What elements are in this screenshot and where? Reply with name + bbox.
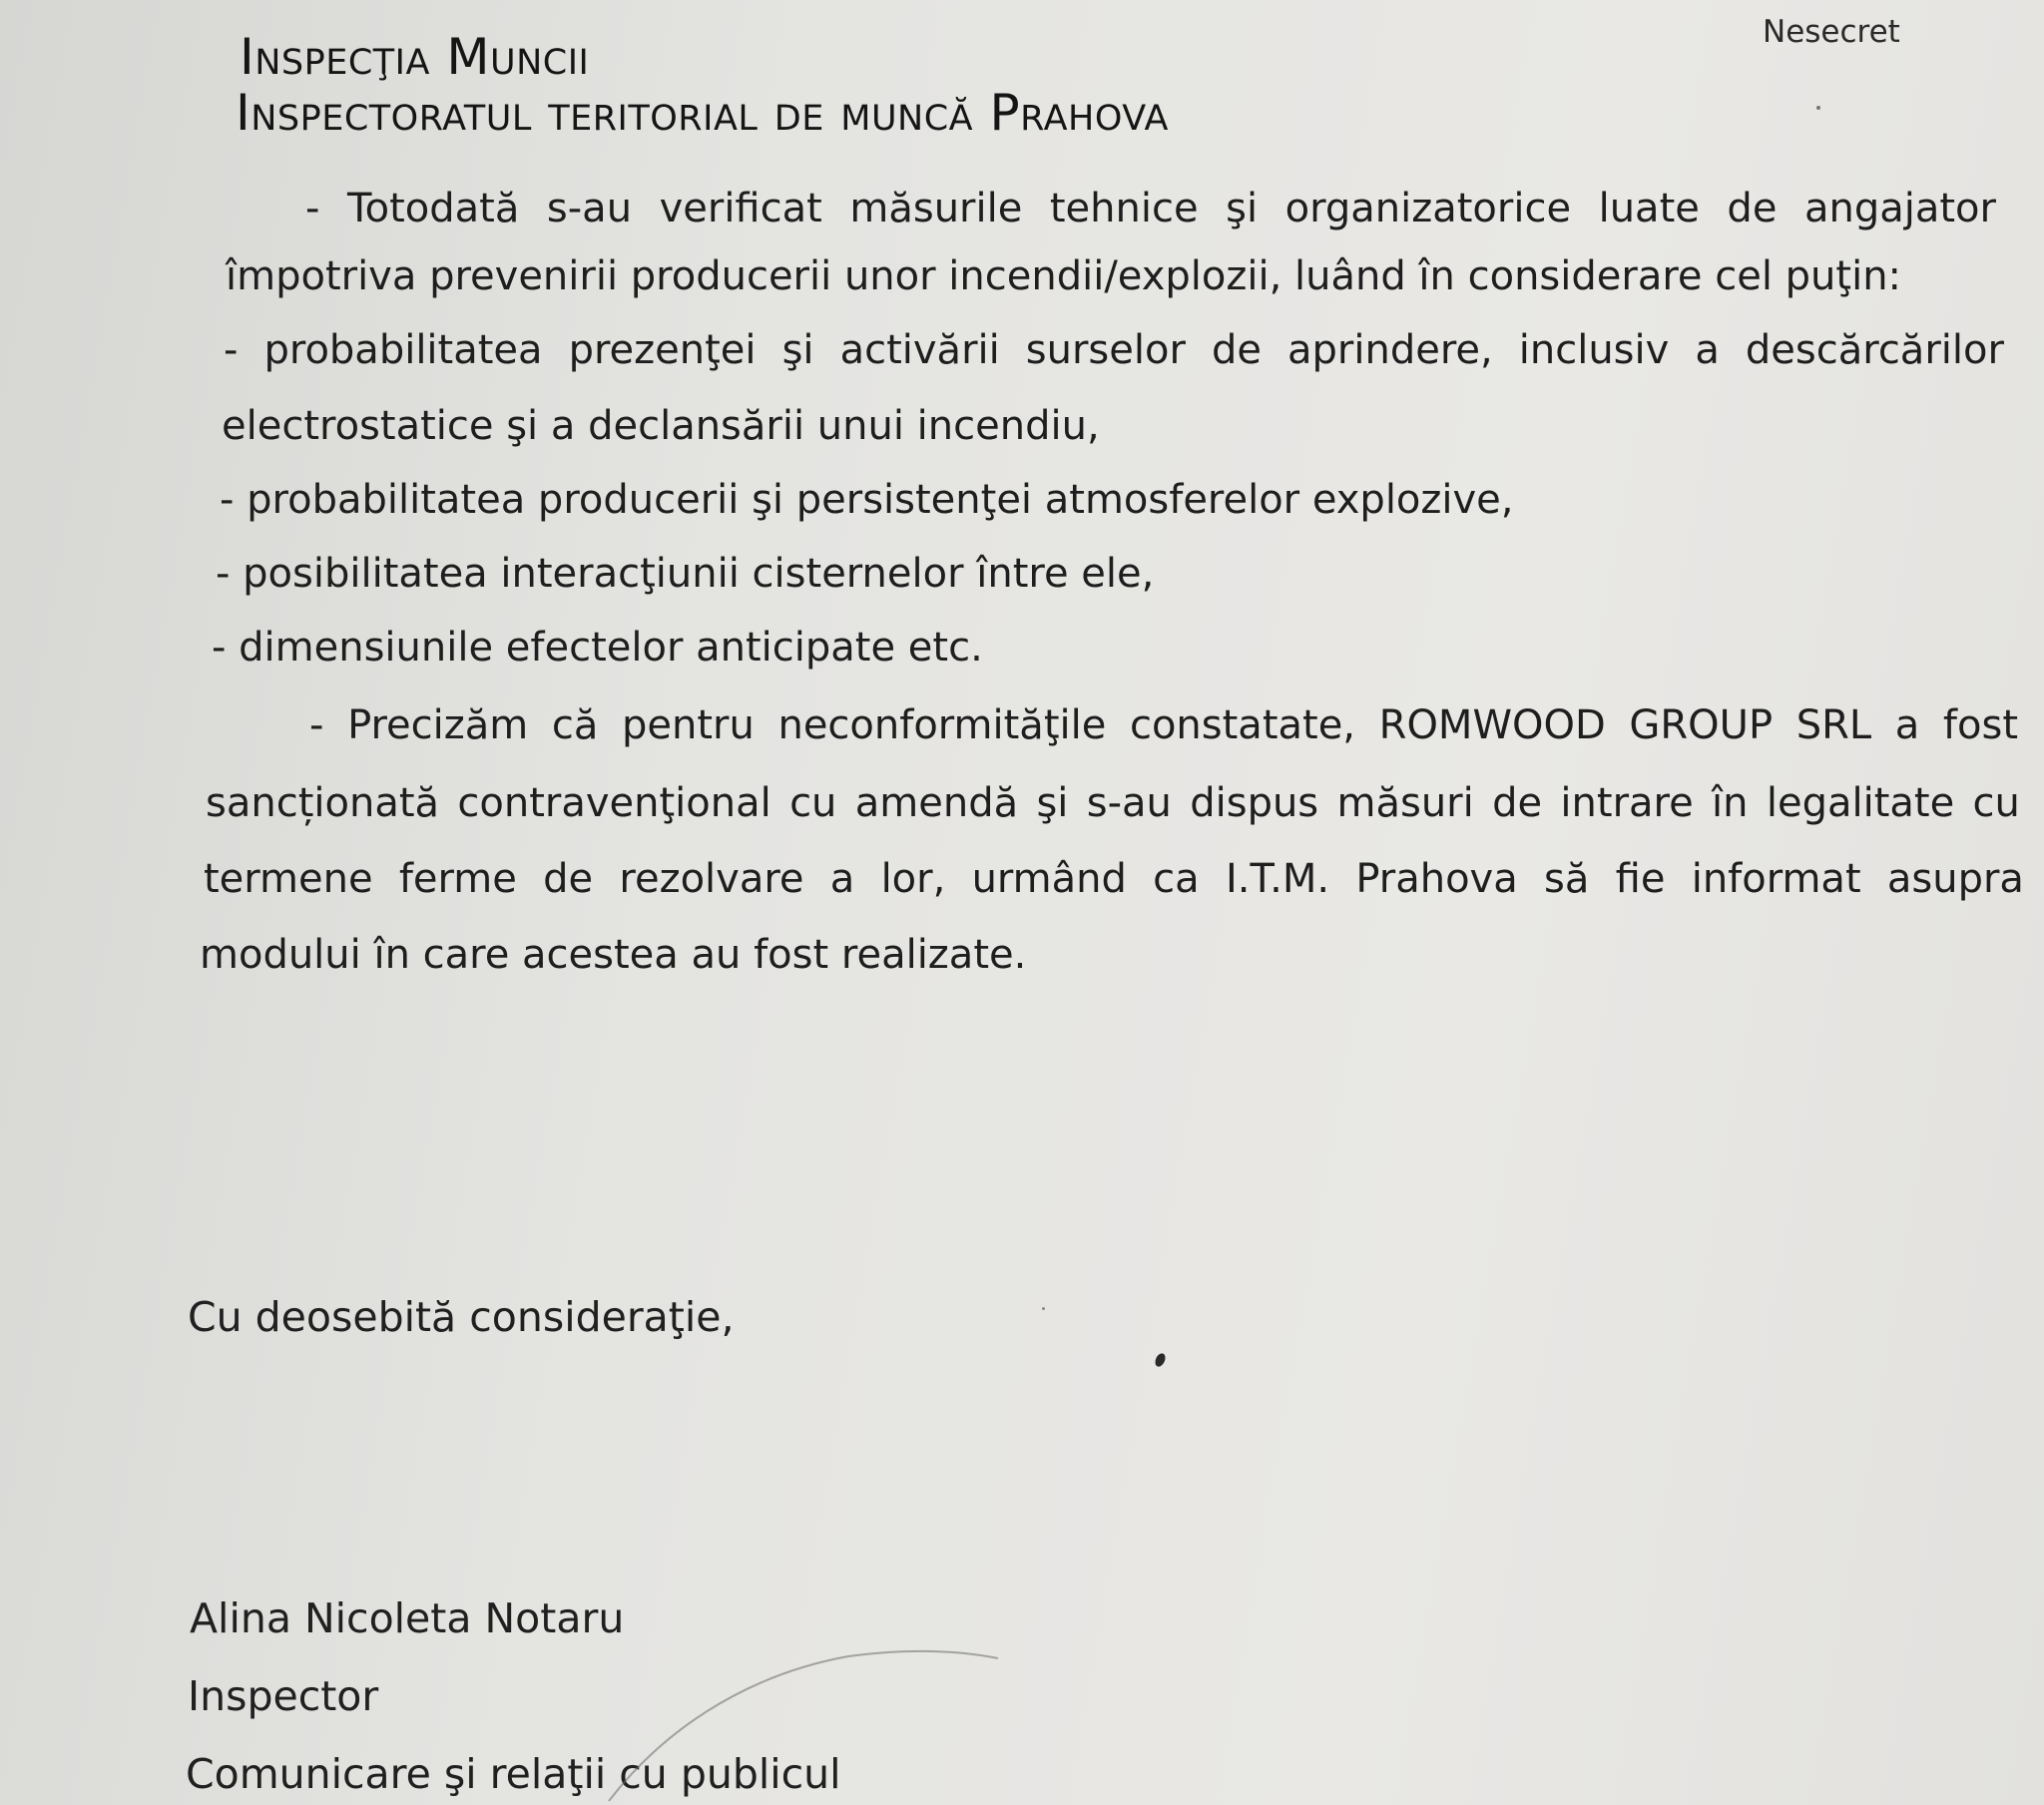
word: neconformităţile — [777, 702, 1107, 748]
bullet-1-line-1 — [224, 327, 2004, 373]
signatory-name: Alina Nicoleta Notaru — [190, 1594, 625, 1642]
word: măsuri — [1336, 780, 1474, 826]
bullet-1-line-2: electrostatice şi a declansării unui incendiu, — [222, 403, 1100, 449]
word: rezolvare — [619, 856, 804, 902]
ink-speck — [1816, 106, 1820, 110]
signatory-title: Inspector — [188, 1672, 379, 1720]
word: să — [1544, 856, 1590, 902]
word: de — [1727, 186, 1778, 231]
bullet-2: - probabilitatea producerii şi persistenţei atmosferelor explozive, — [220, 477, 1514, 523]
word: în — [1712, 780, 1749, 826]
word: de — [1492, 780, 1543, 826]
word: constatate, — [1129, 702, 1356, 748]
word: sancționată — [206, 780, 440, 826]
word: amendă — [854, 780, 1019, 826]
bullet-3: - posibilitatea interacţiunii cisternelor între ele, — [216, 551, 1155, 597]
word: Prahova — [1355, 856, 1518, 902]
signatory-department: Comunicare şi relaţii cu publicul — [186, 1750, 841, 1798]
classification-label: Nesecret — [1763, 14, 1900, 50]
word: a — [1894, 702, 1920, 748]
word: a — [829, 856, 855, 902]
word: probabilitatea — [263, 327, 543, 373]
word: a — [1695, 327, 1720, 373]
word: activării — [839, 327, 1000, 373]
paragraph-2-line-1 — [309, 702, 2018, 748]
paragraph-1-line-2: împotriva prevenirii producerii unor incendii/explozii, luând în considerare cel puţin: — [226, 253, 1902, 299]
word: verificat — [659, 186, 822, 231]
word: Totodată — [346, 186, 520, 231]
word: ferme — [398, 856, 517, 902]
word: s-au — [1086, 780, 1172, 826]
word: de — [1211, 327, 1262, 373]
word: şi — [781, 327, 814, 373]
word: dispus — [1190, 780, 1319, 826]
word: descărcărilor — [1745, 327, 2004, 373]
word: fie — [1615, 856, 1666, 902]
word: tehnice — [1049, 186, 1199, 231]
word: ca — [1153, 856, 1200, 902]
department-name: Inspectoratul teritorial de muncă Prahova — [236, 84, 1169, 142]
word: - — [305, 186, 320, 231]
word: surselor — [1025, 327, 1186, 373]
word: - — [309, 702, 324, 748]
ink-speck — [1153, 1352, 1167, 1368]
word: contravenţional — [457, 780, 771, 826]
word: I.T.M. — [1225, 856, 1330, 902]
bullet-4: - dimensiunile efectelor anticipate etc. — [212, 625, 983, 671]
word: că — [551, 702, 599, 748]
word: SRL — [1795, 702, 1872, 748]
word: organizatorice — [1284, 186, 1572, 231]
word: informat — [1691, 856, 1861, 902]
word: măsurile — [849, 186, 1023, 231]
paragraph-2-line-4: modului în care acestea au fost realizate. — [200, 932, 1027, 978]
word: angajator — [1803, 186, 1996, 231]
word: legalitate — [1766, 780, 1955, 826]
word: cu — [1972, 780, 2020, 826]
word: pentru — [622, 702, 755, 748]
institution-name: Inspecţia Muncii — [240, 28, 590, 86]
word: intrare — [1560, 780, 1694, 826]
word: lor, — [880, 856, 946, 902]
word: fost — [1942, 702, 2018, 748]
word: cu — [789, 780, 837, 826]
word: urmând — [971, 856, 1127, 902]
ink-speck — [1042, 1307, 1045, 1310]
word: Precizăm — [347, 702, 529, 748]
word: luate — [1598, 186, 1700, 231]
word: inclusiv — [1518, 327, 1670, 373]
word: termene — [204, 856, 373, 902]
word: ROMWOOD — [1378, 702, 1606, 748]
signature-stroke — [599, 1646, 1018, 1805]
word: de — [543, 856, 594, 902]
word: şi — [1226, 186, 1259, 231]
word: prezenţei — [568, 327, 757, 373]
paragraph-2-line-3 — [204, 856, 2024, 902]
closing-salutation: Cu deosebită consideraţie, — [188, 1293, 735, 1341]
word: asupra — [1886, 856, 2024, 902]
paragraph-1-line-1 — [305, 186, 1996, 231]
paragraph-2-line-2 — [206, 780, 2020, 826]
word: şi — [1036, 780, 1069, 826]
word: aprindere, — [1287, 327, 1493, 373]
word: GROUP — [1629, 702, 1774, 748]
word: s-au — [546, 186, 633, 231]
word: - — [224, 327, 239, 373]
